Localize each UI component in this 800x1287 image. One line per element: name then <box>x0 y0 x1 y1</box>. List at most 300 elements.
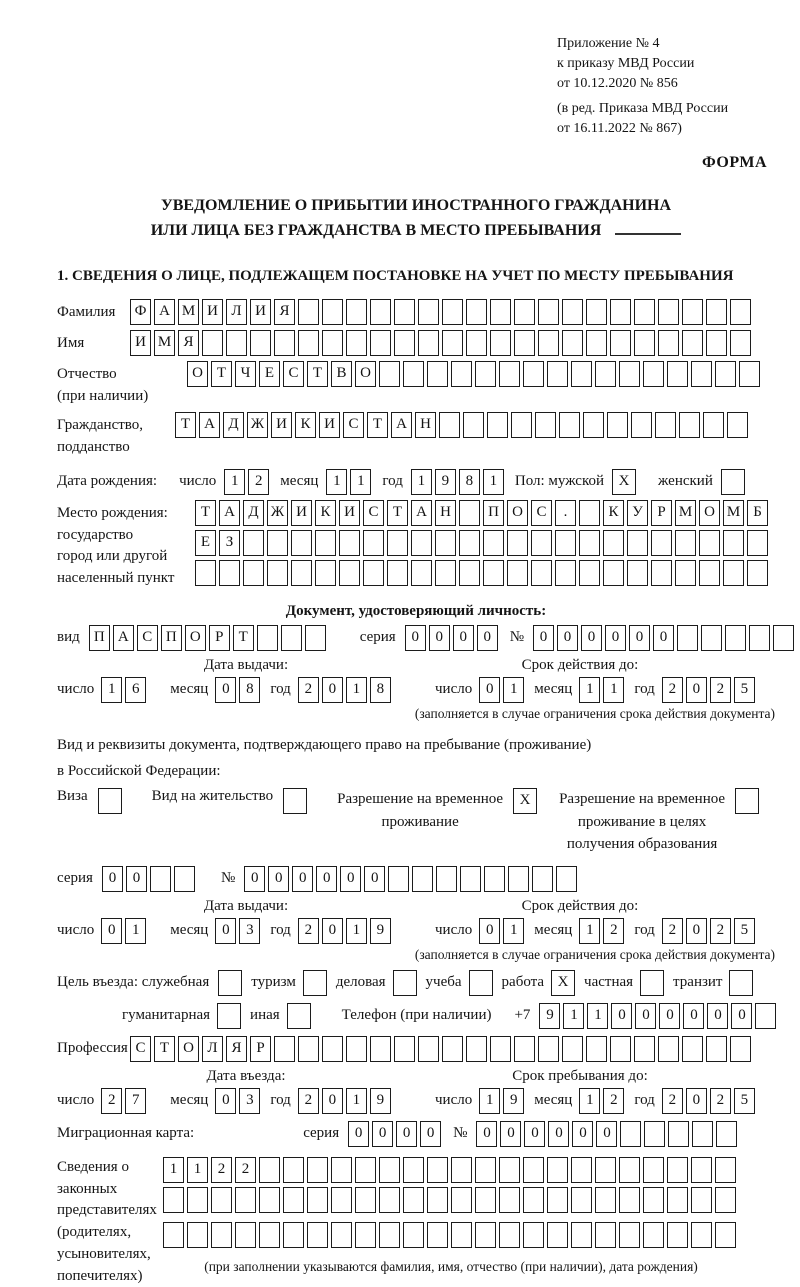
char-box[interactable]: 2 <box>298 677 319 703</box>
char-box[interactable] <box>339 530 360 556</box>
stay-year-cells[interactable] <box>662 1088 758 1114</box>
char-box[interactable] <box>355 1222 376 1248</box>
char-box[interactable]: 1 <box>587 1003 608 1029</box>
citizenship-cells[interactable] <box>175 412 751 438</box>
char-box[interactable] <box>331 1187 352 1213</box>
char-box[interactable]: 0 <box>548 1121 569 1147</box>
char-box[interactable]: 2 <box>298 1088 319 1114</box>
char-box[interactable] <box>403 1157 424 1183</box>
char-box[interactable]: А <box>199 412 220 438</box>
char-box[interactable] <box>442 1036 463 1062</box>
char-box[interactable] <box>475 1187 496 1213</box>
char-box[interactable] <box>475 1222 496 1248</box>
char-box[interactable]: Т <box>211 361 232 387</box>
char-box[interactable] <box>346 1036 367 1062</box>
char-box[interactable] <box>267 530 288 556</box>
char-box[interactable] <box>451 1157 472 1183</box>
char-box[interactable] <box>219 560 240 586</box>
char-box[interactable] <box>715 1222 736 1248</box>
char-box[interactable]: С <box>531 500 552 526</box>
char-box[interactable] <box>514 330 535 356</box>
char-box[interactable] <box>394 299 415 325</box>
char-box[interactable] <box>555 560 576 586</box>
char-box[interactable]: 0 <box>405 625 426 651</box>
char-box[interactable] <box>634 330 655 356</box>
valid-day-cells[interactable] <box>479 677 527 703</box>
char-box[interactable]: Р <box>250 1036 271 1062</box>
char-box[interactable] <box>610 1036 631 1062</box>
char-box[interactable]: 0 <box>686 918 707 944</box>
valid-month-cells[interactable] <box>579 677 627 703</box>
char-box[interactable] <box>403 1222 424 1248</box>
char-box[interactable]: 2 <box>603 918 624 944</box>
char-box[interactable] <box>571 1222 592 1248</box>
char-box[interactable] <box>725 625 746 651</box>
char-box[interactable] <box>403 361 424 387</box>
char-box[interactable] <box>610 299 631 325</box>
char-box[interactable] <box>331 1157 352 1183</box>
char-box[interactable] <box>250 330 271 356</box>
char-box[interactable] <box>644 1121 665 1147</box>
char-box[interactable]: 1 <box>503 677 524 703</box>
char-box[interactable] <box>427 361 448 387</box>
char-box[interactable] <box>668 1121 689 1147</box>
char-box[interactable]: С <box>137 625 158 651</box>
char-box[interactable] <box>187 1187 208 1213</box>
char-box[interactable] <box>466 1036 487 1062</box>
char-box[interactable]: И <box>271 412 292 438</box>
char-box[interactable] <box>305 625 326 651</box>
char-box[interactable] <box>675 560 696 586</box>
char-box[interactable] <box>571 361 592 387</box>
char-box[interactable] <box>603 560 624 586</box>
char-box[interactable] <box>466 299 487 325</box>
char-box[interactable] <box>379 1187 400 1213</box>
char-box[interactable] <box>691 1187 712 1213</box>
patronymic-cells[interactable] <box>187 361 763 387</box>
char-box[interactable]: 0 <box>653 625 674 651</box>
char-box[interactable] <box>499 1157 520 1183</box>
char-box[interactable]: 1 <box>350 469 371 495</box>
char-box[interactable] <box>499 1222 520 1248</box>
char-box[interactable] <box>379 1222 400 1248</box>
char-box[interactable]: 7 <box>125 1088 146 1114</box>
char-box[interactable]: 0 <box>611 1003 632 1029</box>
char-box[interactable] <box>562 299 583 325</box>
char-box[interactable] <box>634 299 655 325</box>
char-box[interactable]: Ф <box>130 299 151 325</box>
char-box[interactable] <box>315 530 336 556</box>
char-box[interactable]: Ж <box>267 500 288 526</box>
char-box[interactable]: 2 <box>235 1157 256 1183</box>
char-box[interactable] <box>459 500 480 526</box>
char-box[interactable]: 0 <box>477 625 498 651</box>
stay-doc-valid-day-cells[interactable] <box>479 918 527 944</box>
char-box[interactable]: Т <box>307 361 328 387</box>
char-box[interactable] <box>619 1187 640 1213</box>
char-box[interactable] <box>643 361 664 387</box>
char-box[interactable]: 0 <box>524 1121 545 1147</box>
char-box[interactable] <box>257 625 278 651</box>
char-box[interactable] <box>595 1157 616 1183</box>
char-box[interactable] <box>691 1222 712 1248</box>
char-box[interactable]: 3 <box>239 918 260 944</box>
char-box[interactable]: 1 <box>163 1157 184 1183</box>
char-box[interactable] <box>150 866 171 892</box>
char-box[interactable] <box>274 330 295 356</box>
char-box[interactable]: 2 <box>710 918 731 944</box>
char-box[interactable]: М <box>675 500 696 526</box>
char-box[interactable]: С <box>130 1036 151 1062</box>
char-box[interactable]: 0 <box>479 918 500 944</box>
char-box[interactable]: 0 <box>126 866 147 892</box>
char-box[interactable]: 9 <box>539 1003 560 1029</box>
char-box[interactable] <box>435 530 456 556</box>
char-box[interactable] <box>322 299 343 325</box>
char-box[interactable]: Н <box>415 412 436 438</box>
char-box[interactable]: 0 <box>101 918 122 944</box>
char-box[interactable] <box>511 412 532 438</box>
char-box[interactable] <box>715 361 736 387</box>
char-box[interactable]: 1 <box>503 918 524 944</box>
char-box[interactable] <box>291 530 312 556</box>
char-box[interactable] <box>475 1157 496 1183</box>
char-box[interactable] <box>412 866 433 892</box>
char-box[interactable] <box>370 330 391 356</box>
char-box[interactable] <box>307 1157 328 1183</box>
char-box[interactable] <box>459 530 480 556</box>
char-box[interactable]: 0 <box>572 1121 593 1147</box>
char-box[interactable] <box>547 1157 568 1183</box>
birthplace-row1-cells[interactable] <box>195 500 771 526</box>
char-box[interactable] <box>706 330 727 356</box>
char-box[interactable]: 1 <box>411 469 432 495</box>
char-box[interactable]: И <box>202 299 223 325</box>
char-box[interactable] <box>442 330 463 356</box>
rvp-education-checkbox[interactable] <box>735 788 759 814</box>
char-box[interactable] <box>667 1187 688 1213</box>
stay-day-cells[interactable] <box>479 1088 527 1114</box>
char-box[interactable]: Я <box>274 299 295 325</box>
char-box[interactable]: К <box>603 500 624 526</box>
char-box[interactable] <box>211 1222 232 1248</box>
char-box[interactable]: 0 <box>500 1121 521 1147</box>
doc-type-cells[interactable] <box>89 625 329 651</box>
rvp-checkbox[interactable]: X <box>513 788 537 814</box>
char-box[interactable]: К <box>295 412 316 438</box>
char-box[interactable]: 1 <box>579 918 600 944</box>
char-box[interactable] <box>523 1187 544 1213</box>
char-box[interactable]: 0 <box>340 866 361 892</box>
sex-female-checkbox[interactable] <box>721 469 745 495</box>
char-box[interactable]: 0 <box>635 1003 656 1029</box>
char-box[interactable] <box>418 1036 439 1062</box>
birth-day-cells[interactable] <box>224 469 272 495</box>
char-box[interactable] <box>411 530 432 556</box>
char-box[interactable] <box>571 1157 592 1183</box>
char-box[interactable] <box>651 560 672 586</box>
purpose-tourism-checkbox[interactable] <box>303 970 327 996</box>
char-box[interactable]: Д <box>223 412 244 438</box>
char-box[interactable]: 0 <box>659 1003 680 1029</box>
char-box[interactable] <box>298 1036 319 1062</box>
char-box[interactable] <box>370 1036 391 1062</box>
char-box[interactable]: 8 <box>459 469 480 495</box>
char-box[interactable] <box>514 1036 535 1062</box>
char-box[interactable]: Е <box>195 530 216 556</box>
char-box[interactable]: В <box>331 361 352 387</box>
char-box[interactable] <box>459 560 480 586</box>
char-box[interactable]: 0 <box>683 1003 704 1029</box>
issue-year-cells[interactable] <box>298 677 394 703</box>
char-box[interactable]: 0 <box>322 918 343 944</box>
char-box[interactable]: 1 <box>479 1088 500 1114</box>
char-box[interactable] <box>559 412 580 438</box>
char-box[interactable]: 5 <box>734 677 755 703</box>
char-box[interactable] <box>460 866 481 892</box>
char-box[interactable] <box>755 1003 776 1029</box>
char-box[interactable]: Б <box>747 500 768 526</box>
char-box[interactable]: 0 <box>596 1121 617 1147</box>
char-box[interactable]: 2 <box>662 677 683 703</box>
char-box[interactable]: 2 <box>101 1088 122 1114</box>
char-box[interactable]: К <box>315 500 336 526</box>
issue-month-cells[interactable] <box>215 677 263 703</box>
char-box[interactable]: И <box>250 299 271 325</box>
char-box[interactable] <box>387 530 408 556</box>
char-box[interactable]: 2 <box>662 918 683 944</box>
char-box[interactable] <box>547 1222 568 1248</box>
migration-series-cells[interactable] <box>348 1121 444 1147</box>
birthplace-row3-cells[interactable] <box>195 560 771 586</box>
birth-month-cells[interactable] <box>326 469 374 495</box>
char-box[interactable] <box>315 560 336 586</box>
char-box[interactable] <box>281 625 302 651</box>
char-box[interactable]: А <box>154 299 175 325</box>
char-box[interactable]: 1 <box>346 677 367 703</box>
char-box[interactable]: С <box>343 412 364 438</box>
char-box[interactable] <box>723 560 744 586</box>
purpose-business-checkbox[interactable] <box>218 970 242 996</box>
char-box[interactable] <box>267 560 288 586</box>
char-box[interactable] <box>322 330 343 356</box>
char-box[interactable]: 0 <box>453 625 474 651</box>
char-box[interactable] <box>667 1157 688 1183</box>
char-box[interactable] <box>730 330 751 356</box>
char-box[interactable]: 9 <box>435 469 456 495</box>
char-box[interactable] <box>259 1222 280 1248</box>
char-box[interactable]: . <box>555 500 576 526</box>
char-box[interactable]: А <box>391 412 412 438</box>
char-box[interactable] <box>388 866 409 892</box>
char-box[interactable] <box>586 330 607 356</box>
char-box[interactable]: Ж <box>247 412 268 438</box>
char-box[interactable] <box>466 330 487 356</box>
sex-male-checkbox[interactable]: X <box>612 469 636 495</box>
char-box[interactable] <box>619 361 640 387</box>
char-box[interactable]: О <box>355 361 376 387</box>
char-box[interactable] <box>631 412 652 438</box>
char-box[interactable]: 0 <box>420 1121 441 1147</box>
char-box[interactable] <box>331 1222 352 1248</box>
char-box[interactable] <box>634 1036 655 1062</box>
char-box[interactable] <box>749 625 770 651</box>
char-box[interactable]: 1 <box>579 1088 600 1114</box>
stay-doc-issue-year-cells[interactable] <box>298 918 394 944</box>
char-box[interactable]: 0 <box>707 1003 728 1029</box>
char-box[interactable] <box>571 1187 592 1213</box>
char-box[interactable] <box>451 1187 472 1213</box>
char-box[interactable] <box>730 1036 751 1062</box>
char-box[interactable] <box>355 1187 376 1213</box>
char-box[interactable]: 0 <box>348 1121 369 1147</box>
char-box[interactable]: У <box>627 500 648 526</box>
char-box[interactable] <box>339 560 360 586</box>
char-box[interactable]: 5 <box>734 1088 755 1114</box>
purpose-transit-checkbox[interactable] <box>729 970 753 996</box>
char-box[interactable] <box>523 1222 544 1248</box>
char-box[interactable] <box>411 560 432 586</box>
char-box[interactable] <box>706 299 727 325</box>
char-box[interactable]: 0 <box>686 677 707 703</box>
char-box[interactable]: А <box>219 500 240 526</box>
char-box[interactable] <box>547 1187 568 1213</box>
char-box[interactable] <box>682 299 703 325</box>
char-box[interactable] <box>226 330 247 356</box>
char-box[interactable]: Р <box>651 500 672 526</box>
char-box[interactable] <box>499 1187 520 1213</box>
char-box[interactable]: 2 <box>710 1088 731 1114</box>
char-box[interactable] <box>187 1222 208 1248</box>
char-box[interactable]: 1 <box>125 918 146 944</box>
char-box[interactable] <box>451 361 472 387</box>
char-box[interactable] <box>291 560 312 586</box>
char-box[interactable] <box>723 530 744 556</box>
char-box[interactable]: 9 <box>370 918 391 944</box>
migration-number-cells[interactable] <box>476 1121 740 1147</box>
char-box[interactable] <box>442 299 463 325</box>
char-box[interactable]: П <box>483 500 504 526</box>
char-box[interactable]: О <box>178 1036 199 1062</box>
char-box[interactable]: Т <box>367 412 388 438</box>
char-box[interactable] <box>163 1187 184 1213</box>
char-box[interactable]: 0 <box>396 1121 417 1147</box>
char-box[interactable]: 0 <box>215 677 236 703</box>
char-box[interactable] <box>532 866 553 892</box>
char-box[interactable]: 0 <box>322 1088 343 1114</box>
char-box[interactable]: 0 <box>686 1088 707 1114</box>
char-box[interactable] <box>667 361 688 387</box>
char-box[interactable] <box>555 530 576 556</box>
char-box[interactable]: 0 <box>557 625 578 651</box>
char-box[interactable] <box>619 1222 640 1248</box>
char-box[interactable] <box>174 866 195 892</box>
char-box[interactable]: 2 <box>662 1088 683 1114</box>
entry-day-cells[interactable] <box>101 1088 149 1114</box>
char-box[interactable] <box>387 560 408 586</box>
char-box[interactable] <box>259 1157 280 1183</box>
char-box[interactable]: С <box>283 361 304 387</box>
char-box[interactable]: Т <box>233 625 254 651</box>
char-box[interactable]: О <box>185 625 206 651</box>
char-box[interactable] <box>691 361 712 387</box>
char-box[interactable]: 2 <box>298 918 319 944</box>
char-box[interactable] <box>508 866 529 892</box>
char-box[interactable]: 0 <box>479 677 500 703</box>
char-box[interactable] <box>523 361 544 387</box>
char-box[interactable] <box>730 299 751 325</box>
char-box[interactable]: 0 <box>629 625 650 651</box>
char-box[interactable]: 0 <box>102 866 123 892</box>
purpose-private-checkbox[interactable] <box>640 970 664 996</box>
char-box[interactable] <box>691 1157 712 1183</box>
doc-series-cells[interactable] <box>405 625 501 651</box>
char-box[interactable]: М <box>154 330 175 356</box>
char-box[interactable]: Р <box>209 625 230 651</box>
char-box[interactable] <box>531 530 552 556</box>
char-box[interactable] <box>490 330 511 356</box>
char-box[interactable] <box>675 530 696 556</box>
char-box[interactable] <box>307 1222 328 1248</box>
char-box[interactable]: Д <box>243 500 264 526</box>
char-box[interactable] <box>538 330 559 356</box>
char-box[interactable] <box>463 412 484 438</box>
char-box[interactable]: Т <box>195 500 216 526</box>
char-box[interactable] <box>586 299 607 325</box>
char-box[interactable] <box>658 1036 679 1062</box>
char-box[interactable]: 0 <box>292 866 313 892</box>
representatives-row1-cells[interactable] <box>163 1157 739 1183</box>
char-box[interactable]: 1 <box>187 1157 208 1183</box>
char-box[interactable] <box>562 330 583 356</box>
char-box[interactable]: 1 <box>224 469 245 495</box>
char-box[interactable]: И <box>319 412 340 438</box>
char-box[interactable] <box>583 412 604 438</box>
char-box[interactable]: Л <box>226 299 247 325</box>
char-box[interactable] <box>211 1187 232 1213</box>
char-box[interactable]: 0 <box>364 866 385 892</box>
char-box[interactable] <box>703 412 724 438</box>
char-box[interactable]: 0 <box>581 625 602 651</box>
char-box[interactable] <box>274 1036 295 1062</box>
char-box[interactable] <box>715 1157 736 1183</box>
char-box[interactable]: 1 <box>483 469 504 495</box>
char-box[interactable]: 1 <box>326 469 347 495</box>
entry-year-cells[interactable] <box>298 1088 394 1114</box>
char-box[interactable]: 1 <box>346 1088 367 1114</box>
char-box[interactable] <box>427 1222 448 1248</box>
surname-cells[interactable] <box>130 299 754 325</box>
char-box[interactable] <box>716 1121 737 1147</box>
purpose-study-checkbox[interactable] <box>469 970 493 996</box>
char-box[interactable] <box>322 1036 343 1062</box>
char-box[interactable] <box>307 1187 328 1213</box>
purpose-humanitarian-checkbox[interactable] <box>217 1003 241 1029</box>
char-box[interactable]: 6 <box>125 677 146 703</box>
representatives-row2-cells[interactable] <box>163 1187 739 1213</box>
char-box[interactable] <box>706 1036 727 1062</box>
char-box[interactable]: 5 <box>734 918 755 944</box>
char-box[interactable] <box>346 299 367 325</box>
char-box[interactable]: М <box>723 500 744 526</box>
char-box[interactable] <box>483 530 504 556</box>
char-box[interactable] <box>677 625 698 651</box>
char-box[interactable] <box>355 1157 376 1183</box>
char-box[interactable]: И <box>291 500 312 526</box>
char-box[interactable]: 3 <box>239 1088 260 1114</box>
char-box[interactable] <box>435 560 456 586</box>
char-box[interactable]: Т <box>154 1036 175 1062</box>
